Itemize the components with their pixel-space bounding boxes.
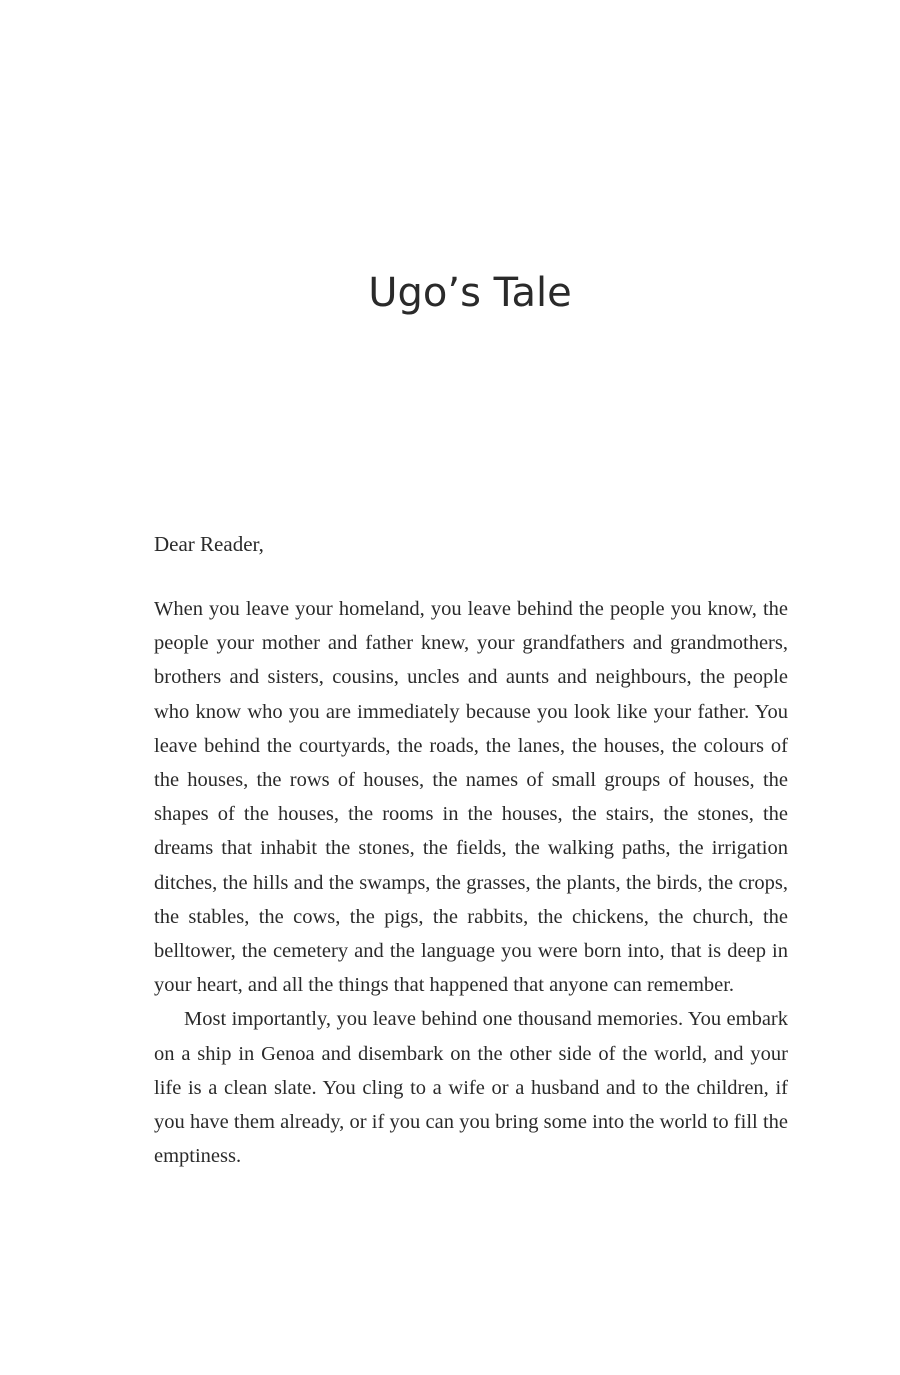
letter-salutation: Dear Reader, [154, 532, 264, 556]
chapter-title: Ugo’s Tale [368, 270, 572, 316]
body-paragraph: When you leave your homeland, you leave behind the people you know, the people your mother and father knew, your grandfathers and grandmothers, brothers and sisters, cousins, uncles and aunts and neighbours, the people who know who you are immediately because you look like your father. You leave behind the courtyards, the roads, the lanes, the houses, the colours of the houses, the rows of houses, the names of small groups of houses, the shapes of the houses, the rooms in the houses, the stairs, the stones, the dreams that inhabit the stones, the fields, the walking paths, the irrigation ditches, the hills and the swamps, the grasses, the plants, the birds, the crops, the stables, the cows, the pigs, the rabbits, the chickens, the church, the belltower, the cemetery and the language you were born into, that is deep in your heart, and all the things that happened that anyone can remember. [154, 598, 788, 997]
body-paragraph: Most importantly, you leave behind one thousand memories. You embark on a ship in Genoa and disembark on the other side of the world, and your life is a clean slate. You cling to a wife or a husband and to the children, if you have them already, or if you can you bring some into the world to fill the emptiness. [154, 1008, 788, 1168]
letter-body [154, 592, 788, 1173]
